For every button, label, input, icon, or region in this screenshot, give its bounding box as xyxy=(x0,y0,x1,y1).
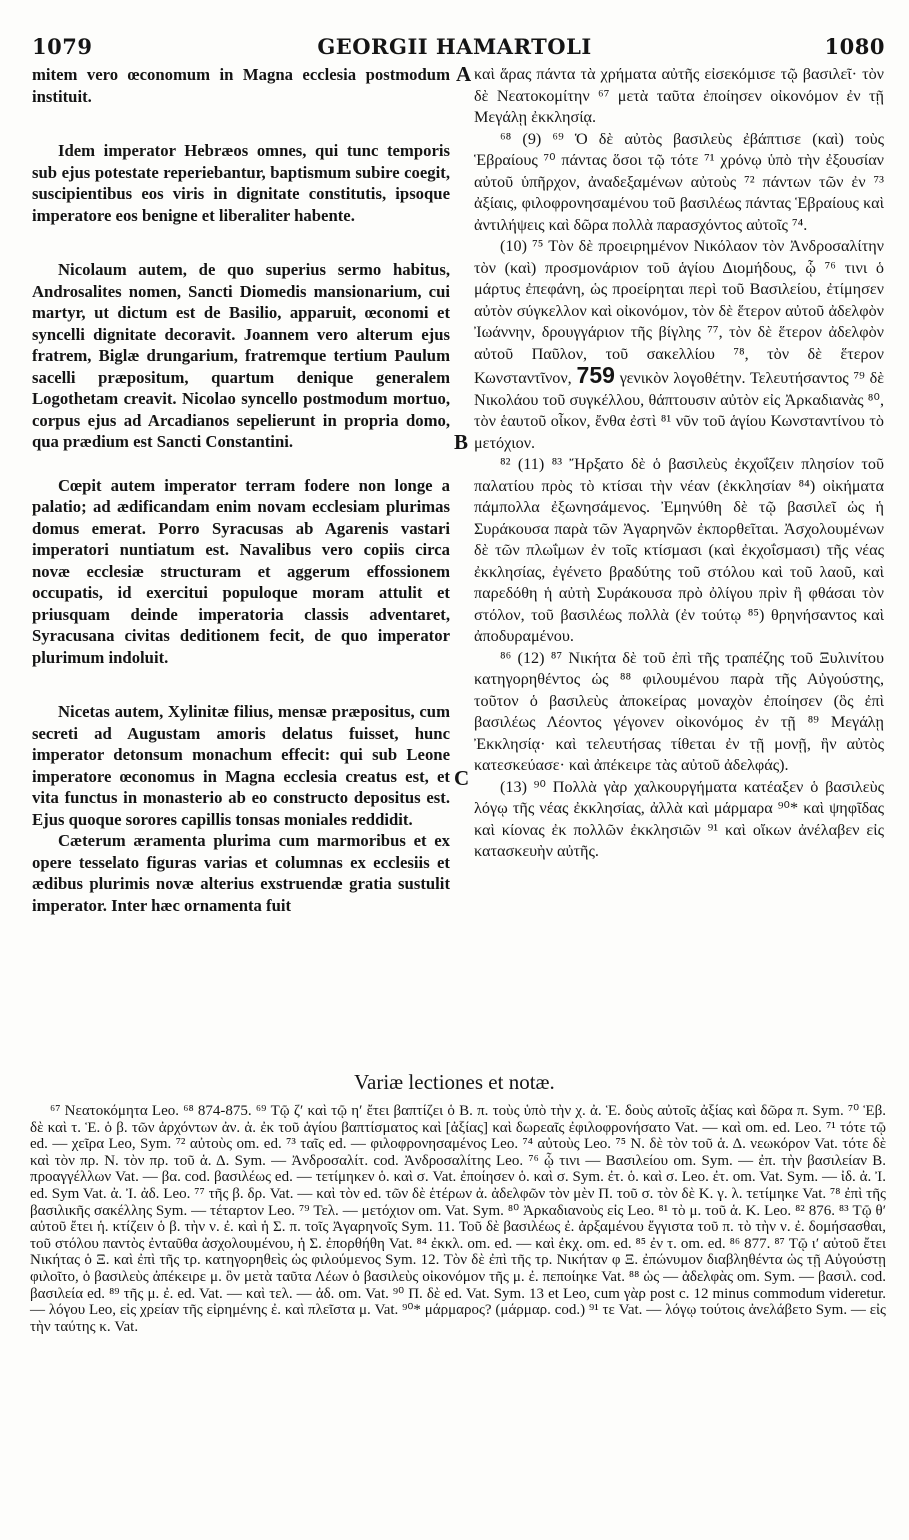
margin-letter-a: A xyxy=(456,62,472,86)
latin-paragraph: Nicolaum autem, de quo superius sermo habitus, Androsalites nomen, Sancti Diomedis mansionarium, cui martyr, ut dictum est de Basilio, apparuit, œconomi et syncelli dignitate decoravit. Joannem vero alterum ejus fratrem, Biglæ drungarium, fratremque tertium Paulum sacelli præpositum, quartum denique generalem Logothetam creavit. Nicolao syncello postmodum mortuo, corpus ejus ad Arcadianos sepelierunt in propria domo, qua prædium est Sancti Constantini. xyxy=(32,260,450,451)
latin-paragraph: Cœpit autem imperator terram fodere non longe a palatio; ad ædificandam enim novam ecclesiam plurimas domus emerat. Porro Syracusas ab Agarenis vastari imperatori nuntiatum est. Navalibus vero copiis circa novæ ecclesiæ structuram et aggerum effossionem occupatis, id exercitui populoque moram attulit et priusquam deinde imperatoria classis adventaret, Syracusana civitas deditionem fecit, de quo imperator plurimum indoluit. xyxy=(32,475,450,667)
greek-paragraph: (13) ⁹⁰ Πολλὰ γὰρ χαλκουργήματα κατέαξεν ὁ βασιλεὺς λόγῳ τῆς νέας ἐκκλησίας, ἀλλὰ καὶ μάρμαρα ⁹⁰* καὶ ψηφῖδας καὶ κίονας ἐκ πολλῶν ἐκκλησιῶν ⁹¹ καὶ οἴκων ἀνέλαβεν εἰς κατασκευὴν αὐτῆς. xyxy=(474,777,884,860)
greek-paragraph: ⁸² (11) ⁸³ Ἤρξατο δὲ ὁ βασιλεὺς ἐκχοΐζειν πλησίον τοῦ παλατίου πρὸς τὸ κτίσαι τὴν νέαν (ἐκκλησίαν ⁸⁴) οἰκήματα πάμπολλα ἐξωνησάμενος. Ἐμηνύθη δὲ τῷ βασιλεῖ ὡς ἡ Συράκουσα παρὰ τῶν Ἀγαρηνῶν ἐκπορθεῖται. Ἀσχολουμένων δὲ τῶν πλωΐμων ἐν τοῖς κτίσμασι (καὶ ἐκχοΐσμασι) τῆς νέας ἐκκλησίας, ἐγένετο βραδύτης τοῦ στόλου καὶ τοῦ λαοῦ, καὶ παρεδόθη ἡ αὐτὴ Συράκουσα πρὸ ὀλίγου πρὶν ἢ φθάσαι τὸν στόλον, τοῦ βασιλέως πολλὰ (ἐν τούτῳ ⁸⁵) θρηνήσαντος καὶ ἀποδυραμένου. xyxy=(474,455,884,645)
latin-paragraph: Nicetas autem, Xylinitæ filius, mensæ præpositus, cum secreti ad Augustam amoris delatus fuisset, hunc imperator detonsum monachum effecit: qui sub Leone imperatore œconomus in Magna ecclesia creatus est, et vita functus in monasterio ab eo constructo depositus est. Ejus quoque sorores capillis tonsas moniales reddidit. xyxy=(32,702,450,829)
margin-letter-c: C xyxy=(454,766,470,790)
greek-paragraph xyxy=(474,236,884,454)
greek-paragraph: ⁸⁶ (12) ⁸⁷ Νικήτα δὲ τοῦ ἐπὶ τῆς τραπέζης τοῦ Ξυλινίτου κατηγορηθέντος ὡς ⁸⁸ φιλουμένου παρὰ τῆς Αὐγούστης, τοῦτον ὁ βασιλεὺς ἀποκείρας μοναχὸν ἐποίησεν (ὃς ἐπὶ βασιλέως Λέοντος γέγονεν οἰκονόμος ἐν τῇ ⁸⁹ Μεγάλῃ Ἐκκλησίᾳ· καὶ τελευτήσας τίθεται ἐν τῇ μονῇ, ἣν αὐτὸς κατεσκεύασε· καὶ ἀπέκειρε τὰς αὐτοῦ ἀδελφάς). xyxy=(474,648,884,774)
running-title: GEORGII HAMARTOLI xyxy=(317,34,592,59)
greek-text: (10) ⁷⁵ Τὸν δὲ προειρημένον Νικόλαον τὸν Ἀνδροσαλίτην τὸν (καὶ) προσμονάριον τοῦ ἁγίου Διομήδους, ᾧ ⁷⁶ τινι ὁ μάρτυς ἐπεφάνη, ὡς προείρηται περὶ τοῦ Βασιλείου, ἐτίμησεν αὐτὸν σύγκελλον καὶ οἰκονόμον, τὸν δὲ ἕτερον αὐτοῦ ἀδελφὸν Ἰωάννην, δρουγγάριον τῆς βίγλης ⁷⁷, τὸν δὲ ἕτερον ἀδελφὸν αὐτοῦ Παῦλον, τοῦ σακελλίου ⁷⁸, τὸν δὲ ἕτερον Κωνσταντῖνον, xyxy=(474,237,884,387)
notes-paragraph: ⁶⁷ Νεατοκόμητα Leo. ⁶⁸ 874-875. ⁶⁹ Τῷ ζ′ καὶ τῷ η′ ἔτει βαπτίζει ὁ Β. π. τοὺς ὑπὸ τὴν χ. ἀ. Ἑ. δοὺς αὐτοῖς ἀξίας καὶ δῶρα π. Sym. ⁷⁰ Ἑβ. δὲ καὶ τ. Ἑ. ὁ β. τῶν ἀρχόντων ἀν. ἀ. ἐκ τοῦ ἁγίου βαπτίσματος καὶ [ἀξίας] καὶ δωρεαῖς ἐφιλοφρονήσατο Vat. — καὶ om. ed. Leo. ⁷¹ τότε τῷ ed. — χεῖρα Leo, Sym. ⁷² αὐτοὺς om. ed. ⁷³ ταῖς ed. — φιλοφρονησαμένος Leo. ⁷⁴ αὐτοὺς Leo. ⁷⁵ Ν. δὲ τὸν τοῦ ἁ. Δ. νεωκόρον Vat. τότε δὲ καὶ τὸν πρ. Ν. τὸν πρ. τοῦ ἁ. Δ. Sym. — Ἀνδροσαλίτ. cod. Ἀνδροσαλίτης Leo. ⁷⁶ ᾧ τινι — Βασιλείου om. Sym. — ἐπ. τὴν βασιλείαν Β. προαγγέλλων Vat. — βα. cod. βασιλέως ed. — τετίμηκεν ὁ. καὶ σ. Vat. ἐποίησεν ὁ. καὶ σ. Sym. ἐτ. ὁ. καὶ σ. Leo. ἐτ. om. Vat. Sym. — ἰδ. ἀ. Ἰ. ed. Sym Vat. ἀ. Ἰ. ἀδ. Leo. ⁷⁷ τῆς β. δρ. Vat. — καὶ τὸν ed. τῶν δὲ ἑτέρων ἀ. ἀδελφῶν τὸν μὲν Π. τοῦ σ. τὸν δὲ Κ. γ. λ. τετίμηκε Vat. ⁷⁸ ἐπὶ τῆς βασιλικῆς σακέλλης Sym. — τέταρτον Leo. ⁷⁹ Τελ. — μετόχιον om. Vat. Sym. ⁸⁰ Ἀρκαδιανοὺς εἰς Leo. ⁸¹ τὸ μ. τοῦ ἁ. Κ. Leo. ⁸² 876. ⁸³ Τῷ θ′ αὐτοῦ ἔτει ἡ. κτίζειν ὁ β. τὴν ν. ἐ. καὶ ἡ Σ. π. τοῖς Ἀγαρηνοῖς Sym. 11. Τοῦ δὲ βασιλέως ἐ. ἀρξαμένου ἔγγιστα τοῦ π. τὸ τὴν ν. ἐ. δομήσασθαι, τοῦ στόλου παντὸς ἐνταῦθα ἀσχολουμένου, ἡ Σ. ἐπορθήθη Vat. ⁸⁴ ἐκκλ. om. ed. — καὶ ἐκχ. om. ed. ⁸⁵ ἐν τ. om. ed. ⁸⁶ 877. ⁸⁷ Τῷ ι′ αὐτοῦ ἔτει Νικήτας ὁ Ξ. καὶ ἐπὶ τῆς τρ. κατηγορηθεὶς ὡς φιλούμενος Sym. 12. Τὸν δὲ ἐπὶ τῆς τρ. Νικήταν φ Ξ. ἐπώνυμον διαβληθέντα ὡς τῇ Αὐγούστῃ φιλοῖτο, ὁ βασιλεὺς ἀπέκειρε μ. ὃν μετὰ ταῦτα Λέων ὁ βασιλεὺς οἰκονόμον τῆς μ. ἐ. πεποίηκε Vat. ⁸⁸ ὡς — ἀδελφὰς om. Sym. — βασιλ. cod. βασιλεία ed. ⁸⁹ τῆς μ. ἐ. ed. Vat. — καὶ τελ. — ἀδ. om. Vat. ⁹⁰ Π. δὲ ed. Vat. Sym. 13 et Leo, cum γὰρ post c. 12 minus commodum videretur. — λόγου Leo, εἰς χρείαν τῆς εἰρημένης ἐ. καὶ πλεῖστα μ. Vat. ⁹⁰* μάρμαρος? (μάρμαρ. cod.) ⁹¹ τε Vat. — λόγῳ τούτοις ἀνελάβετο Sym. — εἰς τὴν ταύτης κ. Vat. xyxy=(30,1103,886,1335)
folio-number: 759 xyxy=(576,362,615,388)
greek-paragraph: καὶ ἅρας πάντα τὰ χρήματα αὐτῆς εἰσεκόμισε τῷ βασιλεῖ· τὸν δὲ Νεατοκομίτην ⁶⁷ μετὰ ταῦτα ἐποίησεν οἰκονόμον ἐν τῇ Μεγάλῃ ἐκκλησίᾳ. xyxy=(474,65,884,126)
notes-block xyxy=(30,1103,886,1335)
latin-paragraph: Idem imperator Hebræos omnes, qui tunc temporis sub ejus potestate reperiebantur, baptismum subire coegit, suscipientibus eos viris in dignitate constitutis, ipsoque imperatore eos benigne et liberaliter habente. xyxy=(32,141,450,225)
latin-paragraph: mitem vero œconomum in Magna ecclesia postmodum instituit. xyxy=(32,65,450,106)
margin-letter-b: B xyxy=(454,430,469,454)
page-number-left: 1079 xyxy=(32,34,93,59)
latin-column xyxy=(32,64,450,916)
greek-text: γενικὸν λογοθέτην. Τελευτήσαντος ⁷⁹ δὲ Νικολάου τοῦ συγκέλλου, θάπτουσιν αὐτὸν εἰς Ἀρκαδιανὰς ⁸⁰, τὸν ἑαυτοῦ οἶκον, ἔνθα ἐστὶ ⁸¹ νῦν τοῦ ἁγίου Κωνσταντίνου τὸ μετόχιον. xyxy=(474,369,885,452)
latin-paragraph: Cæterum æramenta plurima cum marmoribus et ex opere tesselato figuras varias et columnas ex ecclesiis et ædibus plurimis novæ alterius exstruendæ gratia sustulit imperator. Inter hæc ornamenta fuit xyxy=(32,831,450,915)
page-number-right: 1080 xyxy=(824,34,885,59)
greek-column xyxy=(474,64,884,863)
notes-title: Variæ lectiones et notæ. xyxy=(354,1070,555,1094)
greek-paragraph: ⁶⁸ (9) ⁶⁹ Ὁ δὲ αὐτὸς βασιλεὺς ἐβάπτισε (καὶ) τοὺς Ἑβραίους ⁷⁰ πάντας ὅσοι τῷ τότε ⁷¹ χρόνῳ ὑπὸ τὴν ἐξουσίαν αὐτοῦ ὑπῆρχον, ἀναδεξαμένων αὐτοὺς ⁷² πάντων τῶν ἐν ⁷³ ἀξίαις, φιλοφρονησαμένου τοῦ βασιλέως πάντας Ἑβραίους καὶ ἀντιλήψεις καὶ δῶρα πολλὰ παρασχόντος αὐτοῖς ⁷⁴. xyxy=(474,129,884,234)
